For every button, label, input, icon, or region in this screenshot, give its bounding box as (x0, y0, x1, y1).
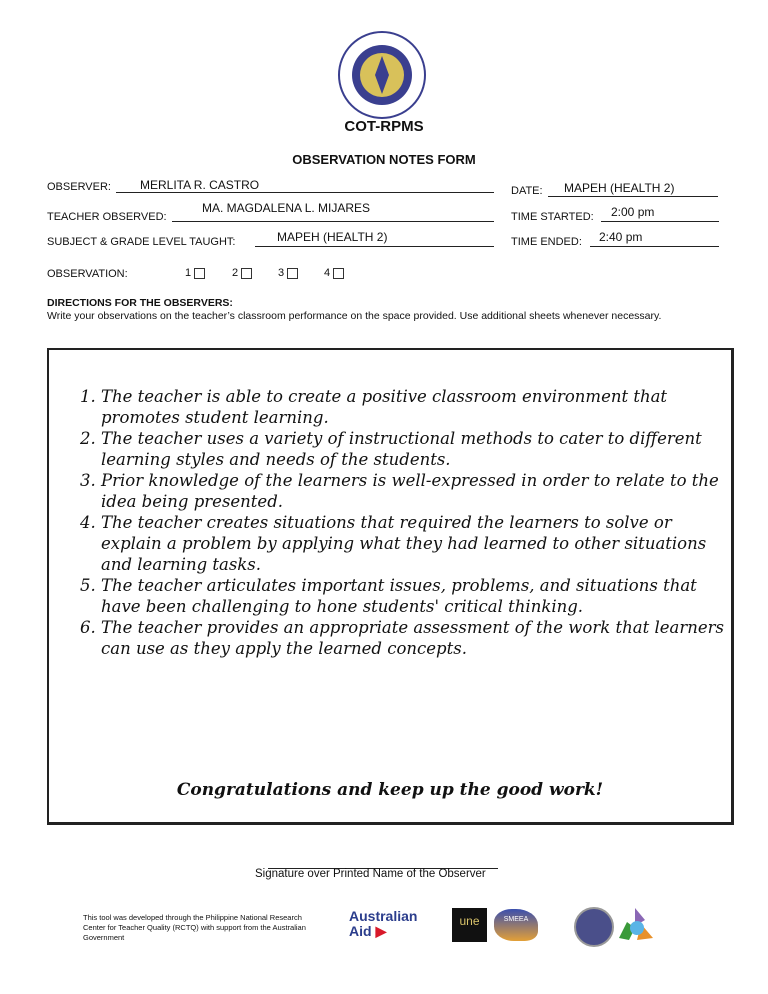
form-subtitle: OBSERVATION NOTES FORM (292, 152, 476, 167)
subject-label: SUBJECT & GRADE LEVEL TAUGHT: (47, 236, 236, 248)
smeea-logo: SMEEA (494, 909, 538, 941)
deped-seal-small-logo (574, 907, 614, 947)
time-ended-value[interactable]: 2:40 pm (599, 230, 643, 244)
observation-option-2[interactable] (232, 267, 252, 279)
signature-label: Signature over Printed Name of the Observer (255, 868, 486, 880)
note-item: 2. The teacher uses a variety of instructional methods to cater to different learning styles and needs of the students. (101, 428, 731, 470)
note-item: 4. The teacher creates situations that required the learners to solve or explain a problem by applying what they had learned to other situations and learning tasks. (101, 512, 731, 575)
observer-line (116, 192, 494, 193)
time-ended-line (590, 246, 719, 247)
note-item: 3. Prior knowledge of the learners is well-expressed in order to relate to the idea being presented. (101, 470, 731, 512)
teacher-value[interactable]: MA. MAGDALENA L. MIJARES (202, 201, 371, 215)
directions-heading: DIRECTIONS FOR THE OBSERVERS: (47, 297, 233, 309)
time-started-value[interactable]: 2:00 pm (611, 205, 655, 219)
observation-option-1[interactable] (185, 267, 205, 279)
logo-text: Australian Aid (349, 908, 418, 939)
date-value[interactable]: MAPEH (HEALTH 2) (564, 181, 675, 195)
time-started-line (601, 221, 719, 222)
note-item: 6. The teacher provides an appropriate assessment of the work that learners can use as they apply the learned concepts. (101, 617, 731, 659)
observer-label: OBSERVER: (47, 181, 111, 193)
note-item: 1. The teacher is able to create a positive classroom environment that promotes student learning. (101, 386, 731, 428)
subject-value[interactable]: MAPEH (HEALTH 2) (277, 230, 388, 244)
time-ended-label: TIME ENDED: (511, 236, 582, 248)
observation-option-3[interactable] (278, 267, 298, 279)
option-number: 2 (232, 267, 239, 279)
option-number: 4 (324, 267, 331, 279)
observation-notes-box[interactable] (47, 348, 734, 825)
congratulations-message: Congratulations and keep up the good work! (176, 780, 604, 800)
option-number: 3 (278, 267, 285, 279)
checkbox[interactable] (333, 268, 344, 279)
checkbox[interactable] (194, 268, 205, 279)
directions-text: Write your observations on the teacher’s classroom performance on the space provided. Use additional sheets whenever necessary. (47, 310, 662, 322)
teacher-label: TEACHER OBSERVED: (47, 211, 167, 223)
time-started-label: TIME STARTED: (511, 211, 594, 223)
rctq-logo (615, 906, 655, 944)
option-number: 1 (185, 267, 192, 279)
date-label: DATE: (511, 185, 543, 197)
observation-label: OBSERVATION: (47, 268, 128, 280)
kangaroo-icon: ▶ (375, 923, 387, 939)
checkbox[interactable] (287, 268, 298, 279)
subject-line (255, 246, 494, 247)
deped-seal-logo (337, 30, 427, 120)
notes-list (49, 386, 731, 659)
form-title: COT-RPMS (344, 118, 424, 135)
date-line (548, 196, 718, 197)
australian-aid-logo (349, 909, 424, 939)
footer-credit: This tool was developed through the Philippine National Research Center for Teacher Quality (RCTQ) with support from the Australian Government (83, 913, 306, 942)
checkbox[interactable] (241, 268, 252, 279)
note-item: 5. The teacher articulates important issues, problems, and situations that have been challenging to hone students' critical thinking. (101, 575, 731, 617)
teacher-line (172, 221, 494, 222)
observation-option-4[interactable] (324, 267, 344, 279)
une-logo: une (452, 908, 487, 942)
observer-value[interactable]: MERLITA R. CASTRO (140, 178, 260, 192)
